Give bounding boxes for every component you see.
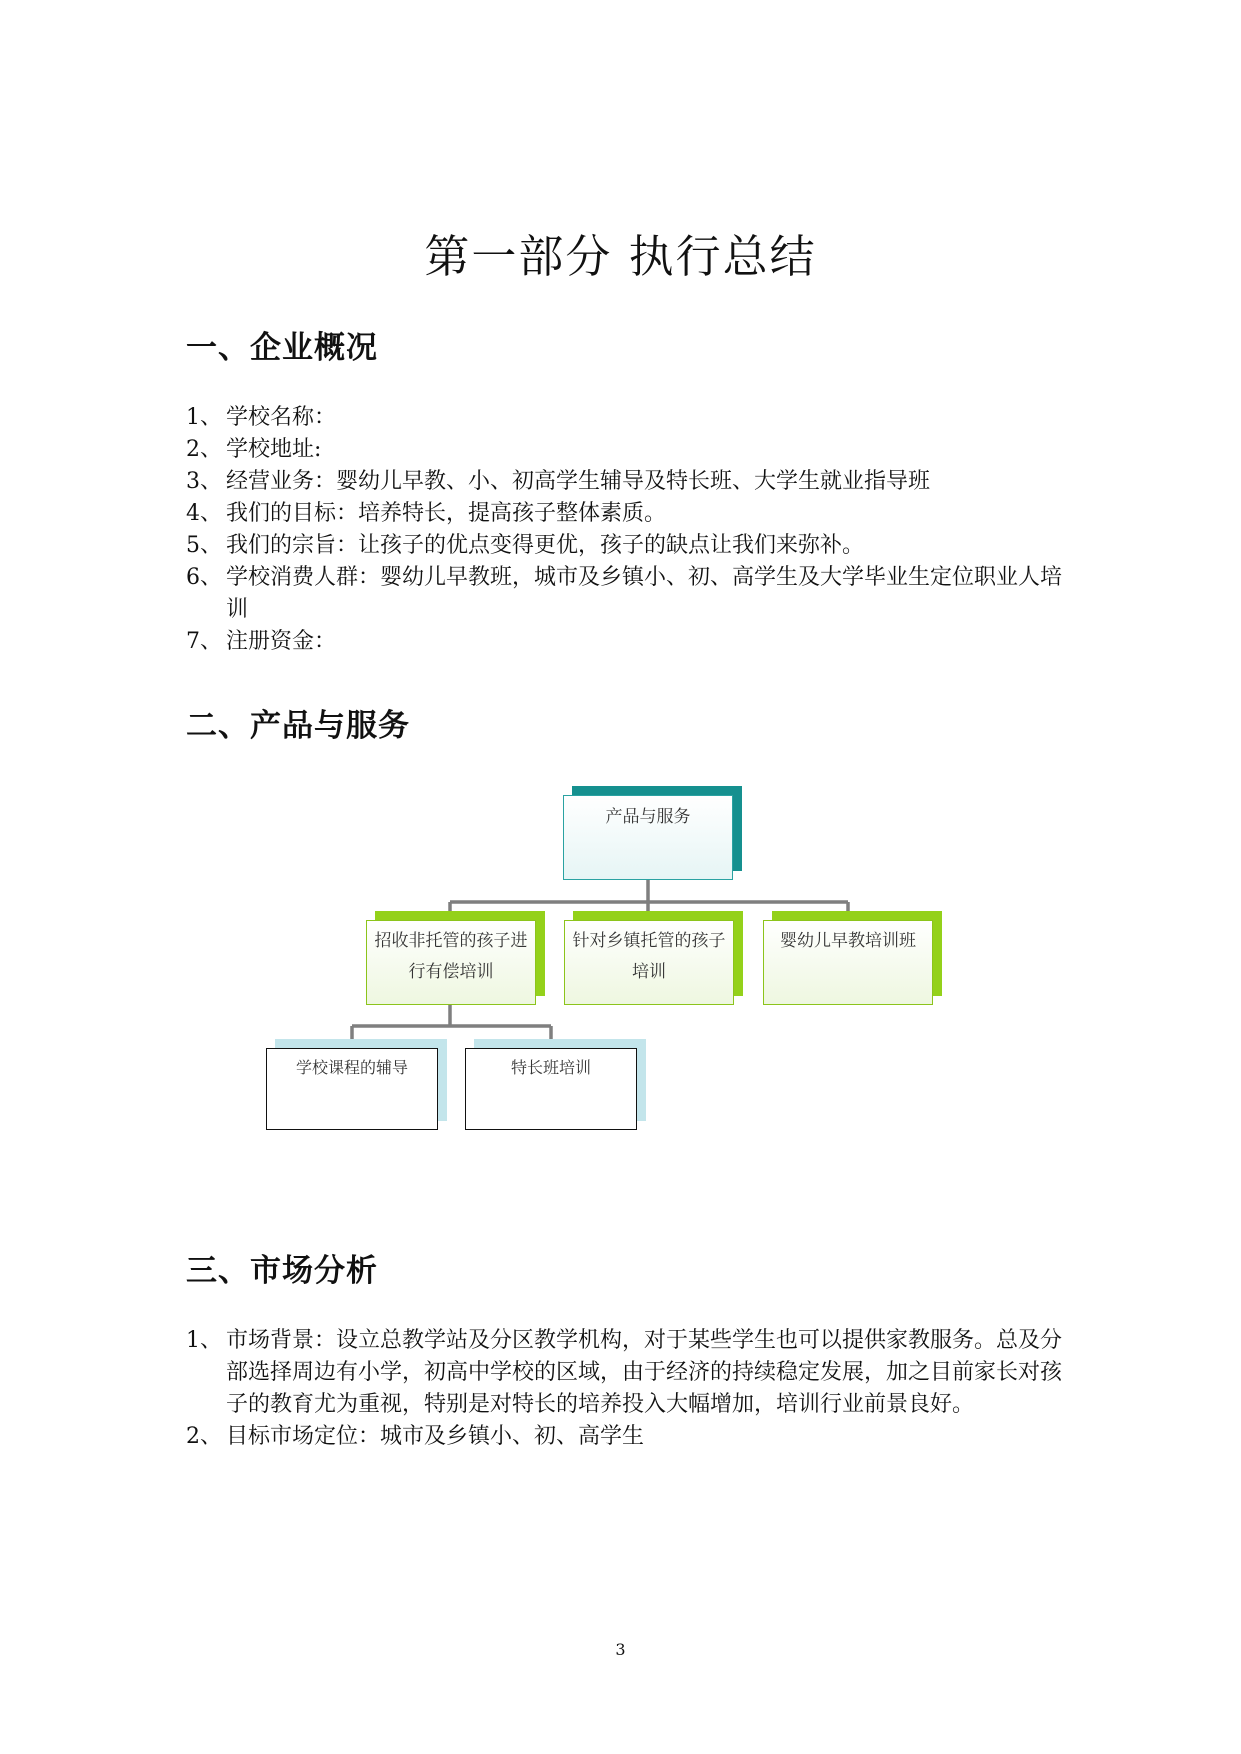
org-node-school-tutoring: 学校课程的辅导 (266, 1048, 438, 1130)
list-item: 3、 经营业务：婴幼儿早教、小、初高学生辅导及特长班、大学生就业指导班 (186, 469, 931, 494)
market-analysis-list (186, 1325, 1066, 1453)
company-overview-list (186, 402, 1066, 658)
section-heading-products-services: 二、产品与服务 (186, 708, 410, 744)
list-item: 5、 我们的宗旨：让孩子的优点变得更优，孩子的缺点让我们来弥补。 (186, 533, 865, 558)
list-item: 2、 目标市场定位：城市及乡镇小、初、高学生 (186, 1424, 645, 1449)
org-node-township-training: 针对乡镇托管的孩子培训 (564, 920, 734, 1005)
list-item: 1、 市场背景：设立总教学站及分区教学机构，对于某些学生也可以提供家教服务。总及分部选择周边有小学，初高中学校的区域，由于经济的持续稳定发展，加之目前家长对孩子的教育尤为重视，特别是对特长的培养投入大幅增加，培训行业前景良好。 (186, 1328, 1063, 1417)
section-heading-market-analysis: 三、市场分析 (186, 1253, 378, 1289)
list-item: 2、 学校地址: (186, 437, 322, 462)
section-heading-company-overview: 一、企业概况 (186, 330, 378, 366)
org-node-paid-training: 招收非托管的孩子进行有偿培训 (366, 920, 536, 1005)
list-item: 6、 学校消费人群：婴幼儿早教班，城市及乡镇小、初、高学生及大学毕业生定位职业人培训 (186, 565, 1063, 622)
org-node-products-services: 产品与服务 (563, 795, 733, 880)
list-item: 1、 学校名称： (186, 405, 337, 430)
org-node-infant-class: 婴幼儿早教培训班 (763, 920, 933, 1005)
org-node-talent-training: 特长班培训 (465, 1048, 637, 1130)
page-number: 3 (615, 1640, 626, 1659)
page-title: 第一部分 执行总结 (424, 230, 817, 283)
list-item: 4、 我们的目标：培养特长，提高孩子整体素质。 (186, 501, 667, 526)
list-item: 7、 注册资金： (186, 629, 337, 654)
